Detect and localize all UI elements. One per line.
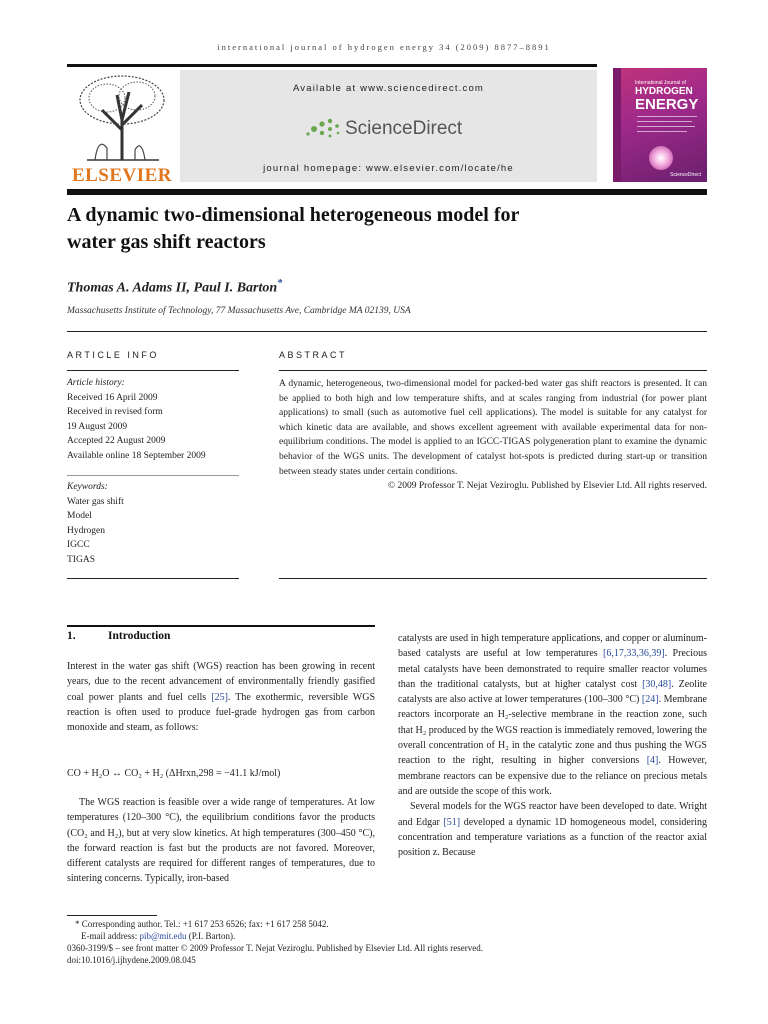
footnote-rule <box>67 915 157 916</box>
footnotes <box>67 918 707 966</box>
intro-rule <box>67 625 375 627</box>
keyword-item: Hydrogen <box>67 525 105 536</box>
abstract-heading: ABSTRACT <box>279 350 348 360</box>
citation-link[interactable]: [6,17,33,36,39] <box>603 648 665 660</box>
keyword-item: Model <box>67 511 92 522</box>
sciencedirect-logo-text: ScienceDirect <box>345 118 463 139</box>
history-item: Received 16 April 2009 <box>67 392 158 403</box>
article-info-rule <box>67 370 239 371</box>
citation-link[interactable]: [4] <box>646 755 659 767</box>
abstract-text: A dynamic, heterogeneous, two-dimensional model for packed-bed water gas shift reactors is presented. It can be applied to both high and low temperature shifts, and at scales ranging from industrial (for power plant applications) to small (such as automotive fuel cell applications). The model is suitable for any catalyst for which kinetic data are available, and shows excellent agreement with available experimental data for non-equilibrium conditions. The model is applied to an IGCC-TIGAS polygeneration plant to examine the dynamic behavior of the WGS units. The development of catalyst hot-spots is predicted during start-up or transition between steady states under certain conditions. <box>279 379 707 477</box>
citation-link[interactable]: [24] <box>641 694 659 706</box>
citation-link[interactable]: [25] <box>211 691 228 703</box>
intro-paragraph-1: Interest in the water gas shift (WGS) reaction has been growing in recent years, due to the recent advancement of environmentally friendly gasified coal power plants and fuel cells [25]. The exothermic, reversible WGS reaction is often used to produce fuel-grade hydrogen gas from carbon monoxide and steam, as follows: <box>67 661 376 734</box>
citation-link[interactable]: [51] <box>443 816 461 828</box>
cover-energy: ENERGY <box>635 96 699 113</box>
abstract-bottom-rule <box>279 578 707 579</box>
article-info-bottom-rule <box>67 578 239 579</box>
keywords <box>67 480 247 568</box>
abstract-rule <box>279 370 707 371</box>
history-item: Accepted 22 August 2009 <box>67 436 166 447</box>
wgs-equation: CO + H₂O ↔ CO₂ + H₂ (ΔHrxn,298 = −41.1 kJ/mol) <box>67 768 281 779</box>
journal-running-header: international journal of hydrogen energy 34 (2009) 8877–8891 <box>217 42 551 52</box>
history-label: Article history: <box>67 378 125 388</box>
cover-orb-icon <box>649 146 673 170</box>
article-info-heading: ARTICLE INFO <box>67 350 159 360</box>
article-title-line-1: A dynamic two-dimensional heterogeneous model for <box>67 204 520 226</box>
intro-right-column <box>398 631 707 860</box>
journal-homepage-link[interactable]: journal homepage: www.elsevier.com/locate/he <box>263 163 514 174</box>
section-heading-introduction <box>67 630 170 642</box>
section-title: Introduction <box>108 630 171 642</box>
intro-paragraph-4: Several models for the WGS reactor have been developed to date. Wright and Edgar [51] developed a dynamic 1D homogeneous model, considering concentration and temperature variations as a function of the reactor axial position z. Because <box>398 801 707 859</box>
keywords-label: Keywords: <box>67 482 108 492</box>
corresponding-author-note: * Corresponding author. Tel.: +1 617 253 6526; fax: +1 617 258 5042. <box>75 919 329 929</box>
cover-hydrogen: HYDROGEN <box>635 86 693 97</box>
intro-paragraph-3: catalysts are used in high temperature applications, and copper or aluminum-based catalysts are useful at low temperatures [6,17,33,36,39]. Precious metal catalysts have been demonstrated to require smaller reactor volumes than the traditional catalysts, but at higher catalyst cost [30,48]. Zeolite catalysts are also active at lower temperatures (100–300 °C) [24]. Membrane reactors incorporate an H₂-selective membrane in the reaction zone, such that H₂ produced by the WGS reaction is immediately removed, lowering the overall concentration of H₂ in the catalytic zone and thus pushing the WGS reaction to the right, resulting in higher conversions [4]. However, membrane reactors can be expensive due to the reliance on precious metals and are outside the scope of this work. <box>398 633 707 797</box>
keyword-item: IGCC <box>67 540 90 551</box>
citation-link[interactable]: [30,48] <box>642 678 672 690</box>
doi-line[interactable]: doi:10.1016/j.ijhydene.2009.08.045 <box>67 955 196 965</box>
intro-paragraph-2: The WGS reaction is feasible over a wide range of temperatures. At low temperatures (120–300 °C), the equilibrium conditions favor the products (CO₂ and H₂), but at very slow kinetics. At high temperatures (300–450 °C), the forward reaction is fast but the products are not favored. Moreover, different catalysts are required for different ranges of temperatures, due to sintering concerns. Typically, iron-based <box>67 797 375 885</box>
keyword-item: Water gas shift <box>67 496 124 507</box>
article-title-line-2: water gas shift reactors <box>67 231 266 253</box>
title-rule <box>67 331 707 332</box>
issn-line: 0360-3199/$ – see front matter © 2009 Professor T. Nejat Veziroglu. Published by Elsevier Ltd. All rights reserved. <box>67 943 484 953</box>
history-item: 19 August 2009 <box>67 421 128 432</box>
cover-subtitle: International Journal of <box>635 80 686 86</box>
cover-sciencedirect: ScienceDirect <box>670 172 701 178</box>
abstract-body <box>279 377 707 494</box>
header-rule <box>67 64 597 67</box>
article-history <box>67 376 247 464</box>
keyword-item: TIGAS <box>67 554 95 565</box>
available-at-text: Available at www.sciencedirect.com <box>292 83 485 94</box>
journal-cover-image <box>613 68 707 182</box>
section-number: 1. <box>67 630 76 642</box>
email-link[interactable]: pib@mit.edu <box>139 931 187 941</box>
keywords-rule <box>67 475 239 476</box>
article-title <box>67 202 687 256</box>
header-thick-rule <box>67 189 707 195</box>
affiliation: Massachusetts Institute of Technology, 77 Massachusetts Ave, Cambridge MA 02139, USA <box>67 306 411 316</box>
history-item: Available online 18 September 2009 <box>67 450 206 461</box>
authors <box>67 278 282 297</box>
email-note: E-mail address: pib@mit.edu (P.I. Barton). <box>81 931 236 941</box>
elsevier-wordmark: ELSEVIER <box>71 165 173 186</box>
history-item: Received in revised form <box>67 407 163 418</box>
abstract-copyright: © 2009 Professor T. Nejat Veziroglu. Published by Elsevier Ltd. All rights reserved. <box>387 481 707 492</box>
author-names: Thomas A. Adams II, Paul I. Barton <box>67 280 278 296</box>
corresponding-author-mark[interactable]: * <box>277 278 283 289</box>
